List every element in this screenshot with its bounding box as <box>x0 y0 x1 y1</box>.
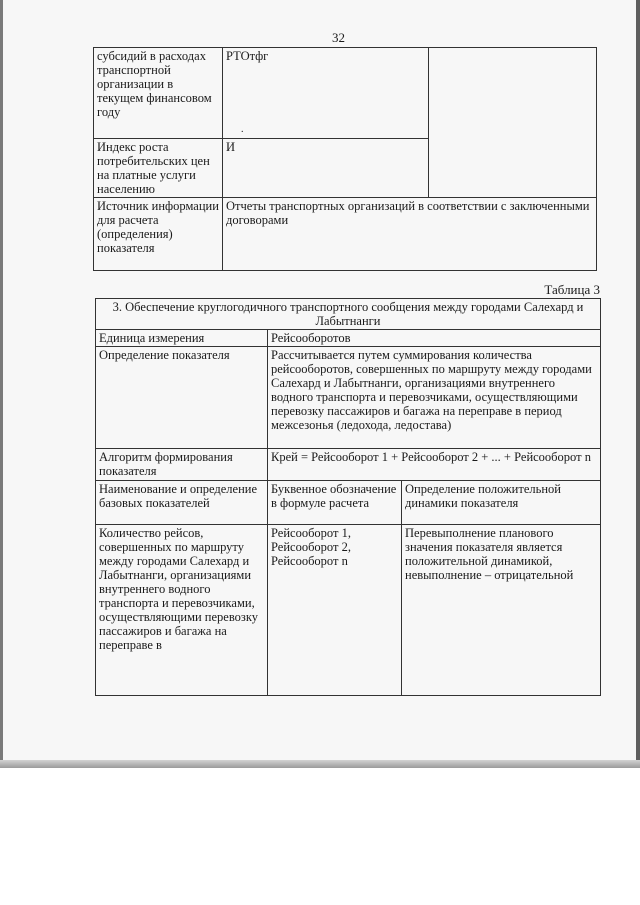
row-label: Определение показателя <box>96 347 268 449</box>
indicator-table-3 <box>95 298 601 696</box>
table-caption: Таблица 3 <box>544 282 600 297</box>
table-row <box>96 299 601 330</box>
row-label: Единица измерения <box>96 330 268 347</box>
stray-mark: . <box>241 124 244 135</box>
column-header: Определение положительной динамики показателя <box>402 481 601 525</box>
row-symbol: И <box>223 139 429 198</box>
row-label: Алгоритм формирования показателя <box>96 449 268 481</box>
base-indicator-name: Количество рейсов, совершенных по маршруту между городами Салехард и Лабытнанги, организациями внутреннего водного транспорта и перевозчиками, осуществляющими перевозку пассажиров и багажа на переправе в <box>96 525 268 696</box>
row-value: Рассчитывается путем суммирования количества рейсооборотов, совершенных по маршруту между городами Салехард и Лабытнанги, организациями внутреннего водного транспорта и перевозчиками, осуществляющими перевозку пассажиров и багажа на переправе в период межсезонья (ледохода, ледостава) <box>268 347 601 449</box>
table-row <box>94 198 597 271</box>
symbol-line: Рейсооборот 2, <box>271 540 351 554</box>
table-row <box>96 525 601 696</box>
scan-edge-left <box>0 0 3 768</box>
row-value: Рейсооборотов <box>268 330 601 347</box>
empty-cell <box>429 48 597 198</box>
row-symbol <box>223 48 429 139</box>
table-row <box>96 330 601 347</box>
row-value: Крей = Рейсооборот 1 + Рейсооборот 2 + ... + Рейсооборот n <box>268 449 601 481</box>
row-value: Отчеты транспортных организаций в соответствии с заключенными договорами <box>223 198 597 271</box>
page-number: 32 <box>332 30 345 45</box>
symbol-line: Рейсооборот n <box>271 554 348 568</box>
formula-symbols <box>268 525 402 696</box>
table-title: 3. Обеспечение круглогодичного транспортного сообщения между городами Салехард и Лабытнанги <box>96 299 601 330</box>
symbol-text: РТОтфг <box>226 49 269 63</box>
row-label: Индекс роста потребительских цен на платные услуги населению <box>94 139 223 198</box>
table-row <box>96 347 601 449</box>
positive-dynamics: Перевыполнение планового значения показателя является положительной динамикой, невыполнение – отрицательной <box>402 525 601 696</box>
column-header: Буквенное обозначение в формуле расчета <box>268 481 402 525</box>
column-header: Наименование и определение базовых показателей <box>96 481 268 525</box>
table-row <box>96 449 601 481</box>
scan-edge-right <box>636 0 640 768</box>
row-label: Источник информации для расчета (определения) показателя <box>94 198 223 271</box>
indicator-table-continued <box>93 47 597 271</box>
table-header-row <box>96 481 601 525</box>
symbol-line: Рейсооборот 1, <box>271 526 351 540</box>
table-row <box>94 48 597 139</box>
row-label: субсидий в расходах транспортной организации в текущем финансовом году <box>94 48 223 139</box>
scan-edge-bottom <box>0 760 640 768</box>
